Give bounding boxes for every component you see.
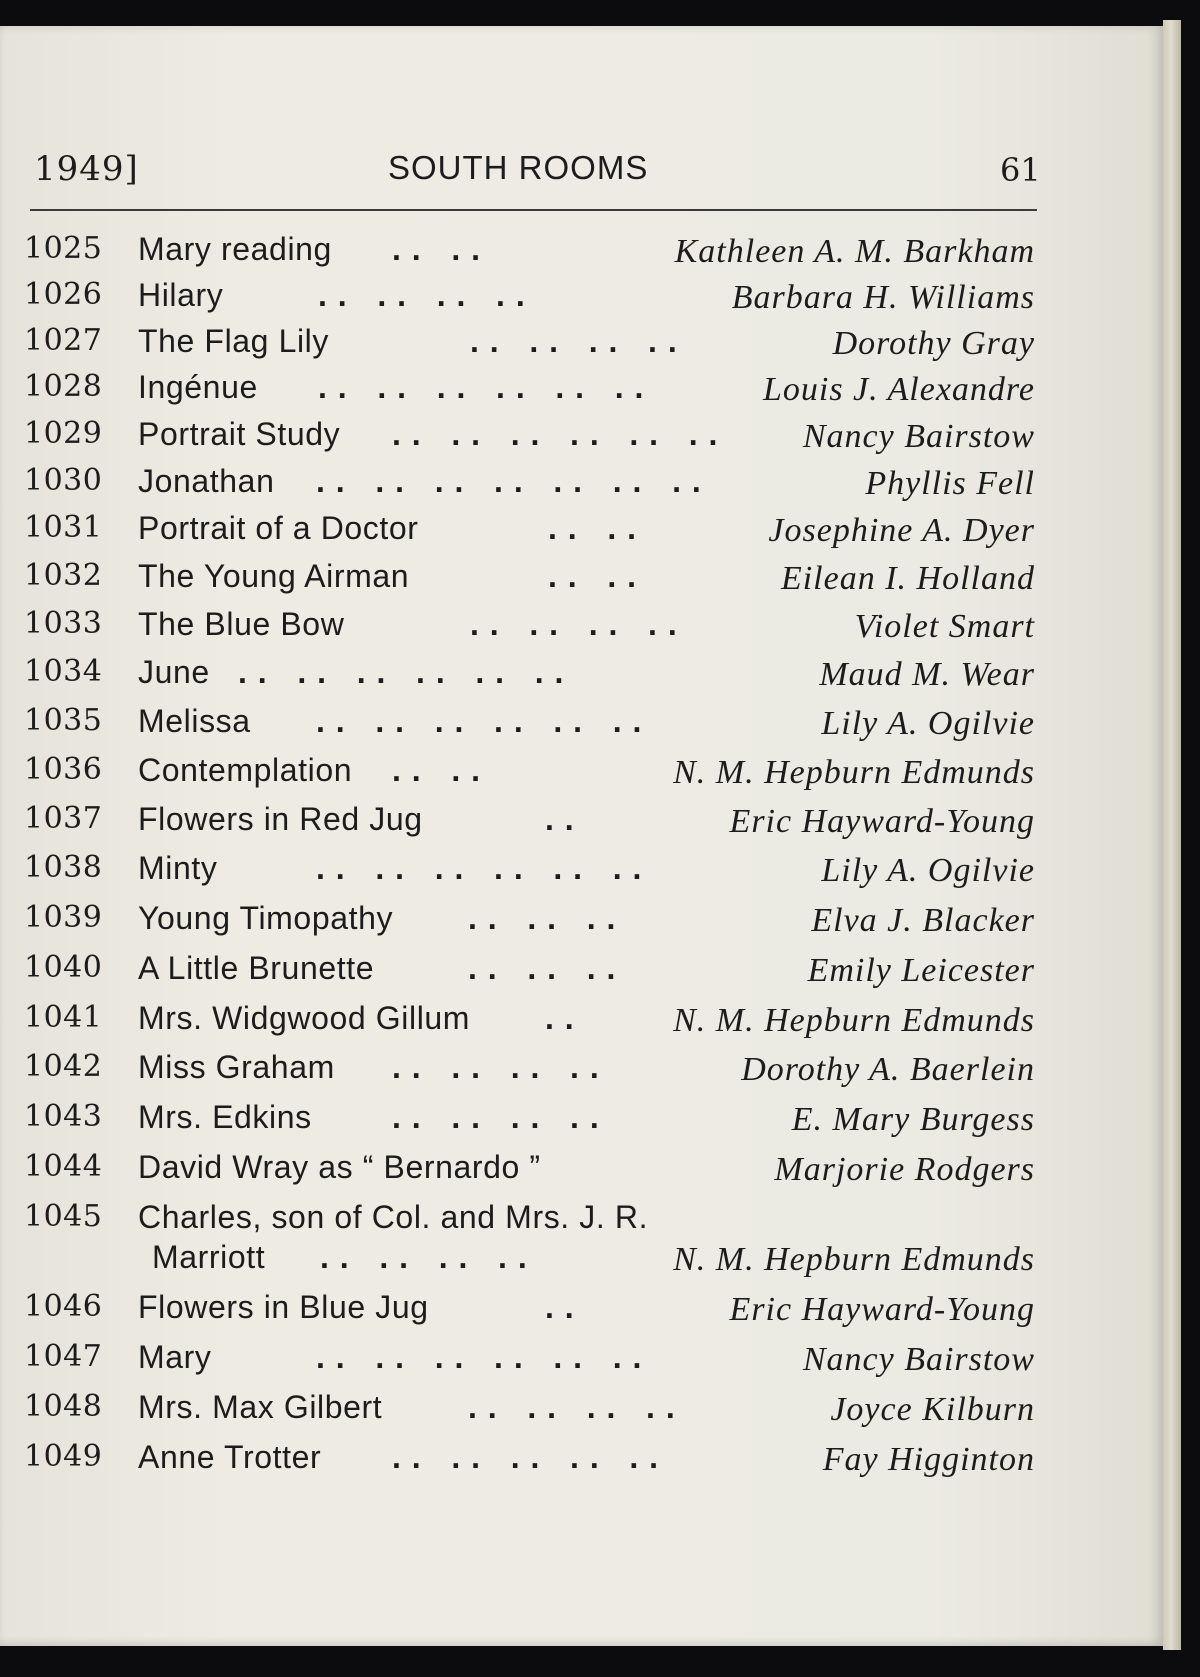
list-item xyxy=(0,850,1163,896)
artist-name: Marjorie Rodgers xyxy=(774,1151,1035,1188)
leader-dots: . . . . . . . . xyxy=(470,323,678,359)
artist-name: Violet Smart xyxy=(854,608,1035,645)
leader-dots: . . xyxy=(545,1289,575,1325)
artist-name: Eric Hayward-Young xyxy=(729,803,1035,840)
list-item xyxy=(0,1199,1163,1289)
leader-dots: . . . . . . . . . . . . xyxy=(316,1339,643,1375)
catalogue-number: 1048 xyxy=(24,1389,103,1424)
artwork-title: The Blue Bow xyxy=(138,606,345,642)
catalogue-number: 1039 xyxy=(24,900,103,935)
catalogue-number: 1045 xyxy=(24,1199,103,1234)
leader-dots: . . . . . . . . . . . . . . xyxy=(316,463,702,499)
leader-dots: . . . . . . . . . . . . xyxy=(316,703,643,739)
list-item xyxy=(0,1439,1163,1485)
catalogue-number: 1046 xyxy=(24,1289,103,1324)
catalogue-number: 1043 xyxy=(24,1099,103,1134)
artist-name: Nancy Bairstow xyxy=(802,418,1035,455)
artist-name: Barbara H. Williams xyxy=(731,279,1035,316)
artist-name: Kathleen A. M. Barkham xyxy=(674,233,1035,270)
artwork-title: A Little Brunette xyxy=(138,950,375,986)
leader-dots: . . . . . . . . xyxy=(392,1099,600,1135)
list-item xyxy=(0,1149,1163,1195)
leader-dots: . . . . . . xyxy=(468,950,617,986)
artist-name: Lily A. Ogilvie xyxy=(821,705,1035,742)
catalogue-number: 1033 xyxy=(24,606,103,641)
leader-dots: . . . . . . . . . . . . xyxy=(316,850,643,886)
list-item xyxy=(0,1099,1163,1145)
catalogue-number: 1040 xyxy=(24,950,103,985)
artwork-title: Mrs. Edkins xyxy=(138,1099,312,1135)
artist-name: Emily Leicester xyxy=(807,952,1035,989)
list-item xyxy=(0,1389,1163,1435)
list-item xyxy=(0,463,1163,509)
artist-name: Elva J. Blacker xyxy=(811,902,1035,939)
list-item xyxy=(0,369,1163,415)
catalogue-number: 1042 xyxy=(24,1049,103,1084)
entry-list xyxy=(0,26,1163,1646)
list-item xyxy=(0,323,1163,369)
artwork-title: June xyxy=(138,654,210,690)
catalogue-number: 1036 xyxy=(24,752,103,787)
list-item xyxy=(0,1289,1163,1335)
list-item xyxy=(0,416,1163,462)
artist-name: Dorothy Gray xyxy=(832,325,1035,362)
artwork-title: Mrs. Widgwood Gillum xyxy=(138,1000,471,1036)
section-title: SOUTH ROOMS xyxy=(388,149,649,186)
leader-dots: . . . . . . . . xyxy=(468,1389,676,1425)
leader-dots: . . . . . . . . . . . . xyxy=(318,369,645,405)
catalogue-number: 1031 xyxy=(24,510,103,545)
artist-name: Josephine A. Dyer xyxy=(768,512,1035,549)
artwork-title: Jonathan xyxy=(138,463,275,499)
artwork-title: The Young Airman xyxy=(138,558,410,594)
catalogue-page xyxy=(0,26,1163,1646)
catalogue-number: 1032 xyxy=(24,558,103,593)
artist-name: N. M. Hepburn Edmunds xyxy=(673,1241,1035,1278)
list-item xyxy=(0,1000,1163,1046)
artwork-title: Young Timopathy xyxy=(138,900,394,936)
artist-name: Lily A. Ogilvie xyxy=(821,852,1035,889)
leader-dots: . . . . . . . . . . xyxy=(392,1439,660,1475)
catalogue-number: 1025 xyxy=(24,231,103,266)
artwork-title-continued: Marriott xyxy=(152,1239,266,1275)
catalogue-number: 1047 xyxy=(24,1339,103,1374)
leader-dots: . . . . . . . . xyxy=(320,1239,528,1275)
artist-name: Phyllis Fell xyxy=(865,465,1035,502)
header-year: 1949] xyxy=(34,149,139,189)
catalogue-number: 1029 xyxy=(24,416,103,451)
list-item xyxy=(0,703,1163,749)
leader-dots: . . . . . . . . . . . . xyxy=(392,416,719,452)
catalogue-number: 1038 xyxy=(24,850,103,885)
catalogue-number: 1034 xyxy=(24,654,103,689)
leader-dots: . . . . . . . . xyxy=(470,606,678,642)
artwork-title: Portrait Study xyxy=(138,416,341,452)
artist-name: Maud M. Wear xyxy=(819,656,1035,693)
artwork-title: Mary reading xyxy=(138,231,332,267)
artist-name: Eilean I. Holland xyxy=(780,560,1035,597)
artwork-title: Flowers in Red Jug xyxy=(138,801,423,837)
artwork-title: Mary xyxy=(138,1339,212,1375)
artwork-title: The Flag Lily xyxy=(138,323,329,359)
list-item xyxy=(0,654,1163,700)
leader-dots: . . . . . . . . xyxy=(392,1049,600,1085)
catalogue-number: 1044 xyxy=(24,1149,103,1184)
artist-name: N. M. Hepburn Edmunds xyxy=(673,1002,1035,1039)
artwork-title: Ingénue xyxy=(138,369,258,405)
artist-name: Joyce Kilburn xyxy=(830,1391,1035,1428)
artwork-title: Contemplation xyxy=(138,752,353,788)
list-item xyxy=(0,606,1163,652)
list-item xyxy=(0,950,1163,996)
artwork-title: Melissa xyxy=(138,703,251,739)
catalogue-number: 1027 xyxy=(24,323,103,358)
catalogue-number: 1041 xyxy=(24,1000,103,1035)
list-item xyxy=(0,801,1163,847)
artist-name: E. Mary Burgess xyxy=(791,1101,1035,1138)
list-item xyxy=(0,1049,1163,1095)
page-edge xyxy=(1163,20,1181,1650)
list-item xyxy=(0,510,1163,556)
artwork-title: Portrait of a Doctor xyxy=(138,510,419,546)
catalogue-number: 1035 xyxy=(24,703,103,738)
artwork-title: David Wray as “ Bernardo ” xyxy=(138,1149,541,1185)
leader-dots: . . . . . . . . xyxy=(318,277,526,313)
artist-name: Louis J. Alexandre xyxy=(762,371,1035,408)
leader-dots: . . . . xyxy=(392,752,482,788)
catalogue-number: 1026 xyxy=(24,277,103,312)
artwork-title: Mrs. Max Gilbert xyxy=(138,1389,383,1425)
artwork-title: Anne Trotter xyxy=(138,1439,322,1475)
catalogue-number: 1030 xyxy=(24,463,103,498)
list-item xyxy=(0,900,1163,946)
artist-name: Eric Hayward-Young xyxy=(729,1291,1035,1328)
leader-dots: . . . . xyxy=(392,231,482,267)
page-number: 61 xyxy=(1000,151,1041,189)
list-item xyxy=(0,752,1163,798)
leader-dots: . . xyxy=(545,1000,575,1036)
artwork-title: Hilary xyxy=(138,277,224,313)
list-item xyxy=(0,277,1163,323)
artist-name: Dorothy A. Baerlein xyxy=(741,1051,1035,1088)
leader-dots: . . . . . . xyxy=(468,900,617,936)
artwork-title: Flowers in Blue Jug xyxy=(138,1289,429,1325)
list-item xyxy=(0,558,1163,604)
artwork-title: Minty xyxy=(138,850,218,886)
artist-name: Fay Higginton xyxy=(822,1441,1035,1478)
catalogue-number: 1028 xyxy=(24,369,103,404)
leader-dots: . . . . . . . . . . . . xyxy=(238,654,565,690)
list-item xyxy=(0,1339,1163,1385)
artist-name: N. M. Hepburn Edmunds xyxy=(673,754,1035,791)
leader-dots: . . . . xyxy=(548,510,638,546)
artwork-title: Miss Graham xyxy=(138,1049,335,1085)
list-item xyxy=(0,231,1163,277)
artist-name: Nancy Bairstow xyxy=(802,1341,1035,1378)
catalogue-number: 1049 xyxy=(24,1439,103,1474)
catalogue-number: 1037 xyxy=(24,801,103,836)
artwork-title: Charles, son of Col. and Mrs. J. R. xyxy=(138,1199,649,1235)
leader-dots: . . . . xyxy=(548,558,638,594)
leader-dots: . . xyxy=(545,801,575,837)
